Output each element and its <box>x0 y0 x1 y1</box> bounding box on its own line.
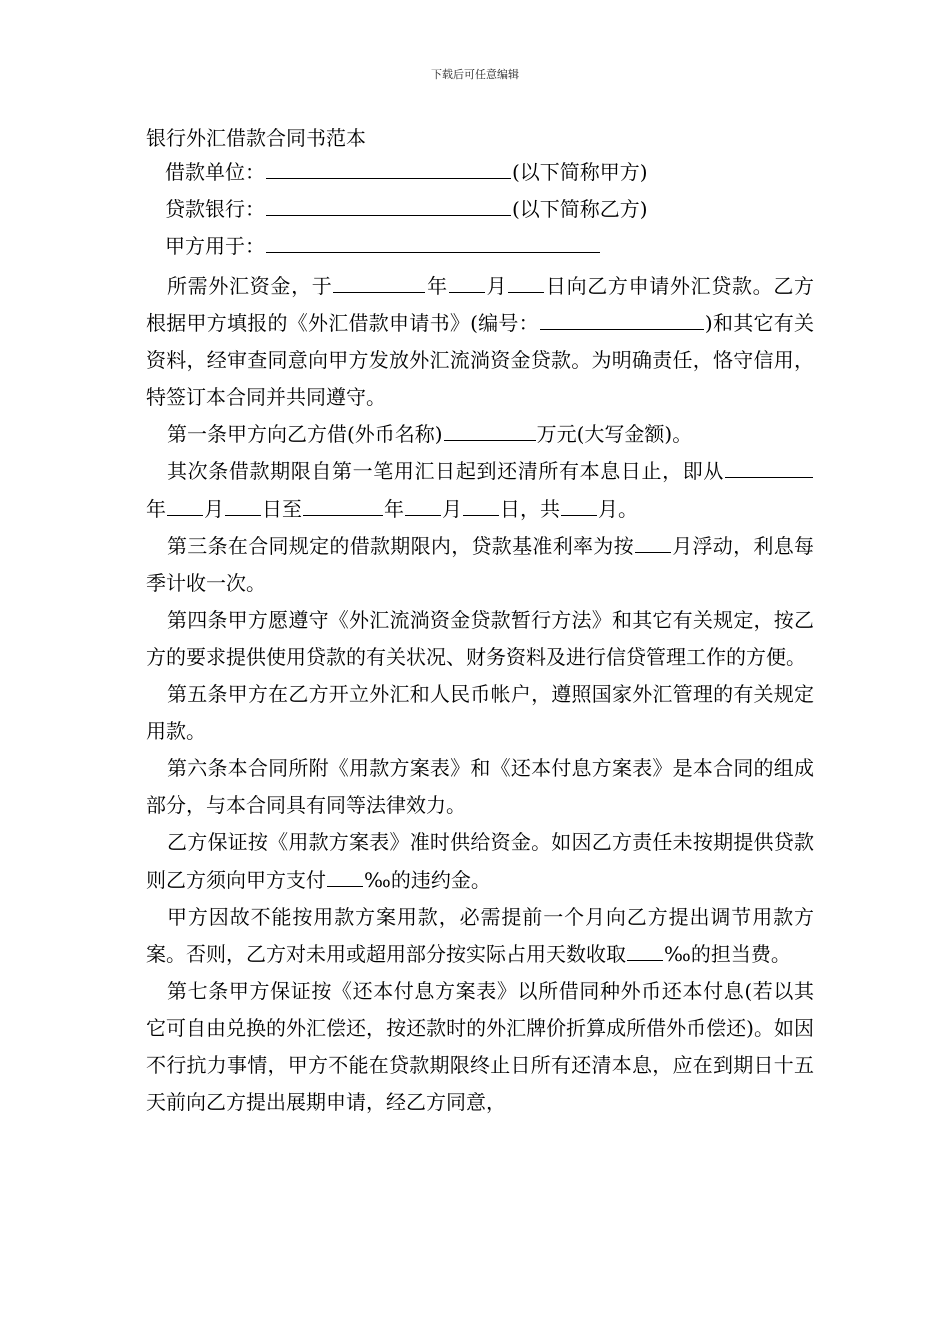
text-segment: 日，共 <box>500 496 560 521</box>
borrower-field <box>165 158 648 186</box>
lender-field <box>165 195 648 223</box>
blank-penalty-rate[interactable] <box>327 866 363 887</box>
article-7: 第七条甲方保证按《还本付息方案表》以所借同种外币还本付息(若以其它可自由兑换的外汇偿还，按还款时的外汇牌价折算成所借外币偿还)。如因不行抗力事情，甲方不能在贷款期限终止日所有还清本息，应在到期日十五天前向乙方提出展期申请，经乙方同意， <box>146 978 814 1115</box>
text-segment: 所需外汇资金，于 <box>167 274 333 298</box>
blank-year[interactable] <box>333 272 425 293</box>
borrower-suffix: (以下简称甲方) <box>512 160 648 184</box>
blank-total-months[interactable] <box>561 495 597 516</box>
borrower-blank[interactable] <box>266 158 511 179</box>
article-2 <box>146 453 814 527</box>
lender-label: 贷款银行： <box>165 197 265 221</box>
text-segment: 月 <box>485 274 508 298</box>
article-5: 第五条甲方在乙方开立外汇和人民币帐户，遵照国家外汇管理的有关规定用款。 <box>146 682 814 744</box>
text-segment: 乙方保证按《用款方案表》准时供给资金。如因乙方责任未按期提供贷款则乙方须向甲方支付 <box>146 830 814 892</box>
text-segment: 甲方因故不能按用款方案用款，必需提前一个月向乙方提出调节用款方案。否则，乙方对未用或超用部分按实际占用天数收取 <box>146 904 814 966</box>
document-title: 银行外汇借款合同书范本 <box>146 126 366 150</box>
paragraph-lender-guarantee <box>146 824 814 898</box>
page-header: 下载后可任意编辑 <box>431 68 519 81</box>
blank-start-year[interactable] <box>725 457 813 478</box>
text-segment: 第三条在合同规定的借款期限内，贷款基准利率为按 <box>167 533 634 558</box>
text-segment: ‰的违约金。 <box>364 867 491 892</box>
text-segment: 第一条甲方向乙方借(外币名称) <box>167 422 443 447</box>
text-segment: 万元(大写金额)。 <box>536 422 693 447</box>
paragraph-plan-adjustment <box>146 899 814 973</box>
blank-rate-months[interactable] <box>635 532 671 553</box>
lender-blank[interactable] <box>266 195 511 216</box>
text-segment: 年 <box>146 496 166 521</box>
borrower-label: 借款单位： <box>165 160 265 184</box>
text-segment: 月浮动，利息每季计收一次。 <box>146 533 815 595</box>
blank-start-day[interactable] <box>225 495 261 516</box>
text-segment: 年 <box>384 496 404 521</box>
lender-suffix: (以下简称乙方) <box>512 197 648 221</box>
text-segment: 日至 <box>262 496 302 521</box>
text-segment: 年 <box>426 274 448 298</box>
blank-end-year[interactable] <box>303 495 383 516</box>
article-4: 第四条甲方愿遵守《外汇流淌资金贷款暂行方法》和其它有关规定，按乙方的要求提供使用贷款的有关状况、财务资料及进行信贷管理工作的方便。 <box>146 607 814 669</box>
blank-end-month[interactable] <box>405 495 441 516</box>
text-segment: 其次条借款期限自第一笔用汇日起到还清所有本息日止，即从 <box>167 459 724 484</box>
text-segment: )和其它有关资料，经审查同意向甲方发放外汇流淌资金贷款。为明确责任，恪守信用，特签订本合同并共同遵守。 <box>146 311 814 410</box>
contract-body <box>146 268 814 1121</box>
paragraph-application <box>146 268 814 416</box>
blank-month[interactable] <box>449 272 485 293</box>
blank-end-day[interactable] <box>463 495 499 516</box>
text-segment: ‰的担当费。 <box>664 941 791 966</box>
purpose-label: 甲方用于： <box>165 234 265 258</box>
article-6: 第六条本合同所附《用款方案表》和《还本付息方案表》是本合同的组成部分，与本合同具有同等法律效力。 <box>146 756 814 818</box>
text-segment: 月 <box>204 496 224 521</box>
text-segment: 月。 <box>598 496 638 521</box>
purpose-blank[interactable] <box>266 232 600 253</box>
article-3 <box>146 528 814 602</box>
blank-application-number[interactable] <box>540 309 704 330</box>
blank-start-month[interactable] <box>167 495 203 516</box>
blank-commitment-fee[interactable] <box>627 940 663 961</box>
text-segment: 月 <box>442 496 462 521</box>
blank-day[interactable] <box>508 272 544 293</box>
blank-loan-amount[interactable] <box>444 420 536 441</box>
purpose-field <box>165 232 601 260</box>
article-1 <box>146 416 814 453</box>
text-segment: 日向乙方申请外汇贷款。乙方根据甲方填报的《外汇借款申请书》(编号： <box>146 274 815 336</box>
